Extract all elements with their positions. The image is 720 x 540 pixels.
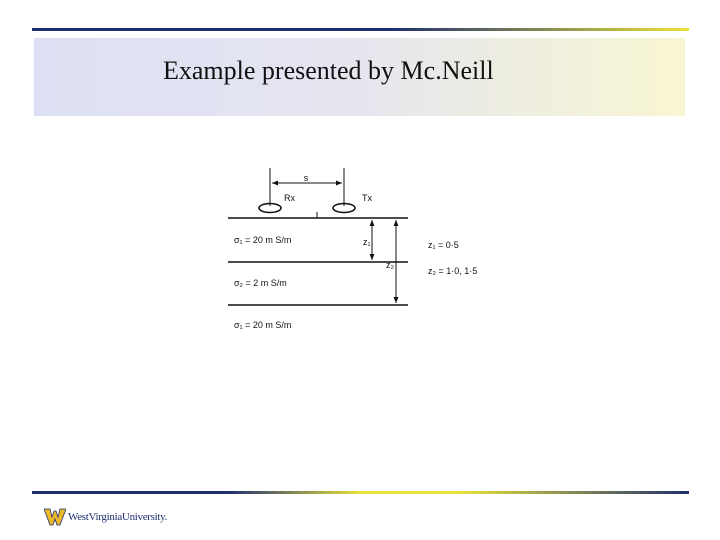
slide-title: Example presented by Mc.Neill — [163, 56, 494, 85]
layer2-conductivity: σ₂ = 2 m S/m — [234, 278, 287, 288]
z1-arrowhead-top — [370, 220, 375, 226]
wv-logo-icon — [44, 507, 66, 527]
layer1-conductivity: σ₁ = 20 m S/m — [234, 235, 292, 245]
spacing-arrowhead-left — [272, 181, 278, 186]
z1-arrowhead-bottom — [370, 254, 375, 260]
z1-symbol: z₁ — [363, 237, 371, 247]
logo-text: WestVirginiaUniversity. — [68, 511, 168, 523]
spacing-arrowhead-right — [336, 181, 342, 186]
z2-values: z₂ = 1·0, 1·5 — [428, 266, 478, 276]
z2-arrowhead-bottom — [394, 297, 399, 303]
bottom-rule — [32, 491, 689, 494]
university-logo — [44, 506, 167, 528]
z1-values: z₁ = 0·5 — [428, 240, 459, 250]
top-rule — [32, 28, 689, 31]
spacing-label: s — [303, 173, 309, 183]
z2-symbol: z₂ — [386, 260, 394, 270]
tx-label: Tx — [362, 193, 372, 203]
rx-label: Rx — [284, 193, 295, 203]
z2-arrowhead-top — [394, 220, 399, 226]
layered-earth-diagram — [222, 162, 512, 342]
layer3-conductivity: σ₁ = 20 m S/m — [234, 320, 292, 330]
